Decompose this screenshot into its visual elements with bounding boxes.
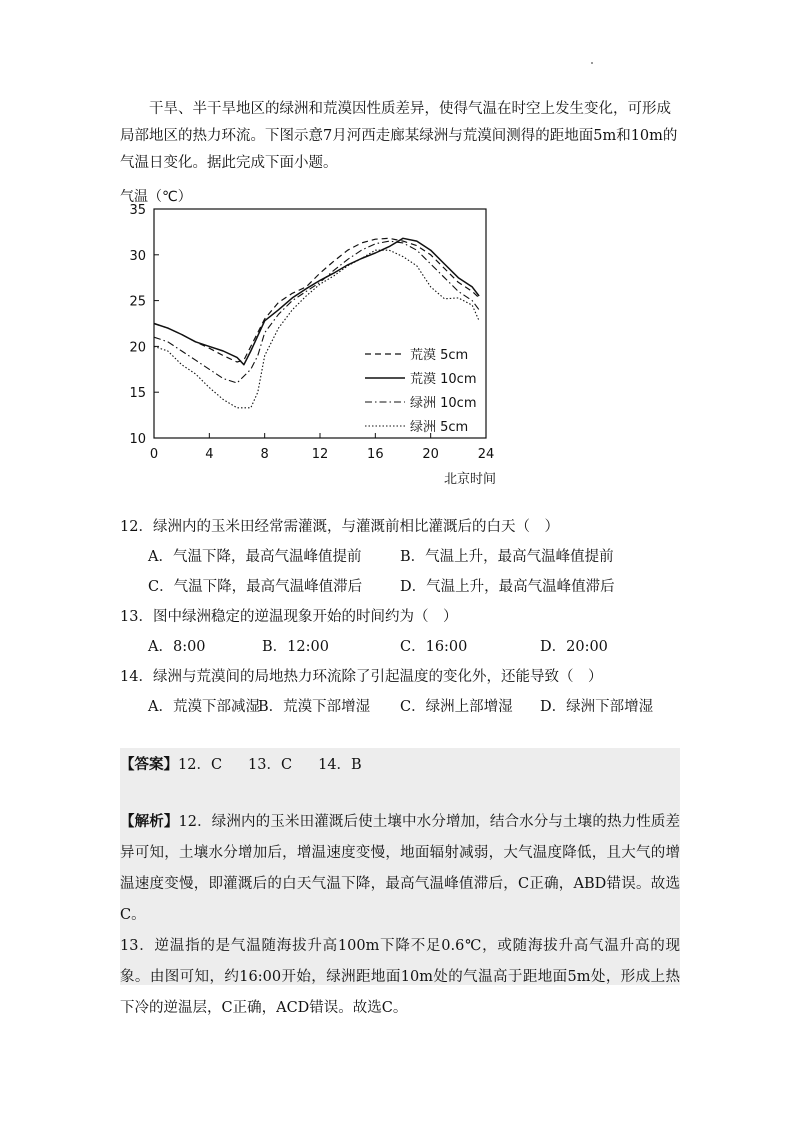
explanation-p2: 13．逆温指的是气温随海拔升高100m下降不足0.6℃，或随海拔升高气温升高的现象。由图可知，约16:00开始，绿洲距地面10m处的气温高于距地面5m处，形成上热下冷的逆温层，C正确，ACD错误。故选C。: [120, 938, 680, 1016]
q13-option-a[interactable]: A．8:00: [148, 639, 206, 655]
x-tick-label: 0: [149, 447, 159, 462]
x-tick-label: 12: [311, 447, 329, 462]
legend-label: 绿洲 5cm: [410, 420, 469, 435]
answer-item: 13．C: [248, 757, 293, 773]
q13-option-c[interactable]: C．16:00: [400, 639, 468, 655]
y-tick-label: 10: [129, 432, 146, 447]
answer-line: [120, 752, 388, 778]
question-14-options: [120, 692, 680, 722]
x-tick-label: 4: [205, 447, 214, 462]
chart-xlabel: 北京时间: [444, 472, 497, 487]
x-tick-label: 24: [477, 447, 495, 462]
legend-label: 绿洲 10cm: [410, 396, 477, 411]
explanation-p1-text: 12．绿洲内的玉米田灌溉后使土壤中水分增加，结合水分与土壤的热力性质差异可知，土壤水分增加后，增温速度变慢，地面辐射减弱，大气温度降低，且大气的增温速度变慢，即灌溉后的白天气温下降，最高气温峰值滞后，C正确，ABD错误。故选C。: [120, 814, 680, 923]
answer-section: [120, 748, 680, 1016]
page-dot: [591, 62, 593, 64]
y-tick-label: 35: [129, 203, 146, 218]
chart-svg: [110, 184, 510, 490]
y-tick-label: 15: [129, 386, 146, 402]
chart-legend: [365, 348, 477, 435]
explanation-p1: [120, 806, 680, 931]
question-list: [120, 512, 680, 722]
question-12-options-row2: [120, 572, 680, 602]
question-13-options: [120, 632, 680, 662]
temperature-chart: [110, 184, 510, 490]
q14-option-d[interactable]: D．绿洲下部增湿: [540, 699, 654, 715]
explanation: [120, 806, 680, 1024]
answer-item: 14．B: [318, 757, 362, 773]
x-tick-label: 16: [367, 447, 384, 462]
q12-option-d[interactable]: D．气温上升，最高气温峰值滞后: [400, 579, 615, 595]
q12-option-b[interactable]: B．气温上升，最高气温峰值提前: [400, 549, 614, 565]
y-tick-label: 20: [129, 340, 146, 356]
q13-option-d[interactable]: D．20:00: [540, 639, 608, 655]
question-13-stem: 13．图中绿洲稳定的逆温现象开始的时间约为（ ）: [120, 609, 458, 625]
y-tick-label: 25: [129, 294, 146, 310]
question-14-stem: 14．绿洲与荒漠间的局地热力环流除了引起温度的变化外，还能导致（ ）: [120, 669, 603, 685]
x-tick-label: 8: [260, 447, 269, 462]
answer-item: 12．C: [178, 757, 223, 773]
q14-option-c[interactable]: C．绿洲上部增湿: [400, 699, 513, 715]
explanation-label: 【解析】: [120, 813, 179, 830]
legend-label: 荒漠 10cm: [410, 372, 477, 387]
q13-option-b[interactable]: B．12:00: [262, 639, 329, 655]
q14-option-b[interactable]: B．荒漠下部增湿: [258, 699, 371, 715]
intro-paragraph: [120, 96, 680, 177]
chart-ylabel: 气温（℃）: [120, 189, 192, 205]
q14-option-a[interactable]: A．荒漠下部减湿: [148, 699, 260, 715]
answer-label: 【答案】: [120, 756, 178, 773]
legend-label: 荒漠 5cm: [410, 348, 469, 363]
q12-option-c[interactable]: C．气温下降，最高气温峰值滞后: [148, 579, 363, 595]
intro-text: 干旱、半干旱地区的绿洲和荒漠因性质差异，使得气温在时空上发生变化，可形成局部地区的热力环流。下图示意7月河西走廊某绿洲与荒漠间测得的距地面5m和10m的气温日变化。据此完成下面小题。: [120, 101, 678, 171]
question-12-options-row1: [120, 542, 680, 572]
question-12-stem: 12．绿洲内的玉米田经常需灌溉，与灌溉前相比灌溉后的白天（ ）: [120, 519, 559, 535]
y-tick-label: 30: [129, 248, 146, 264]
q12-option-a[interactable]: A．气温下降，最高气温峰值提前: [148, 549, 362, 565]
x-tick-label: 20: [422, 447, 439, 462]
